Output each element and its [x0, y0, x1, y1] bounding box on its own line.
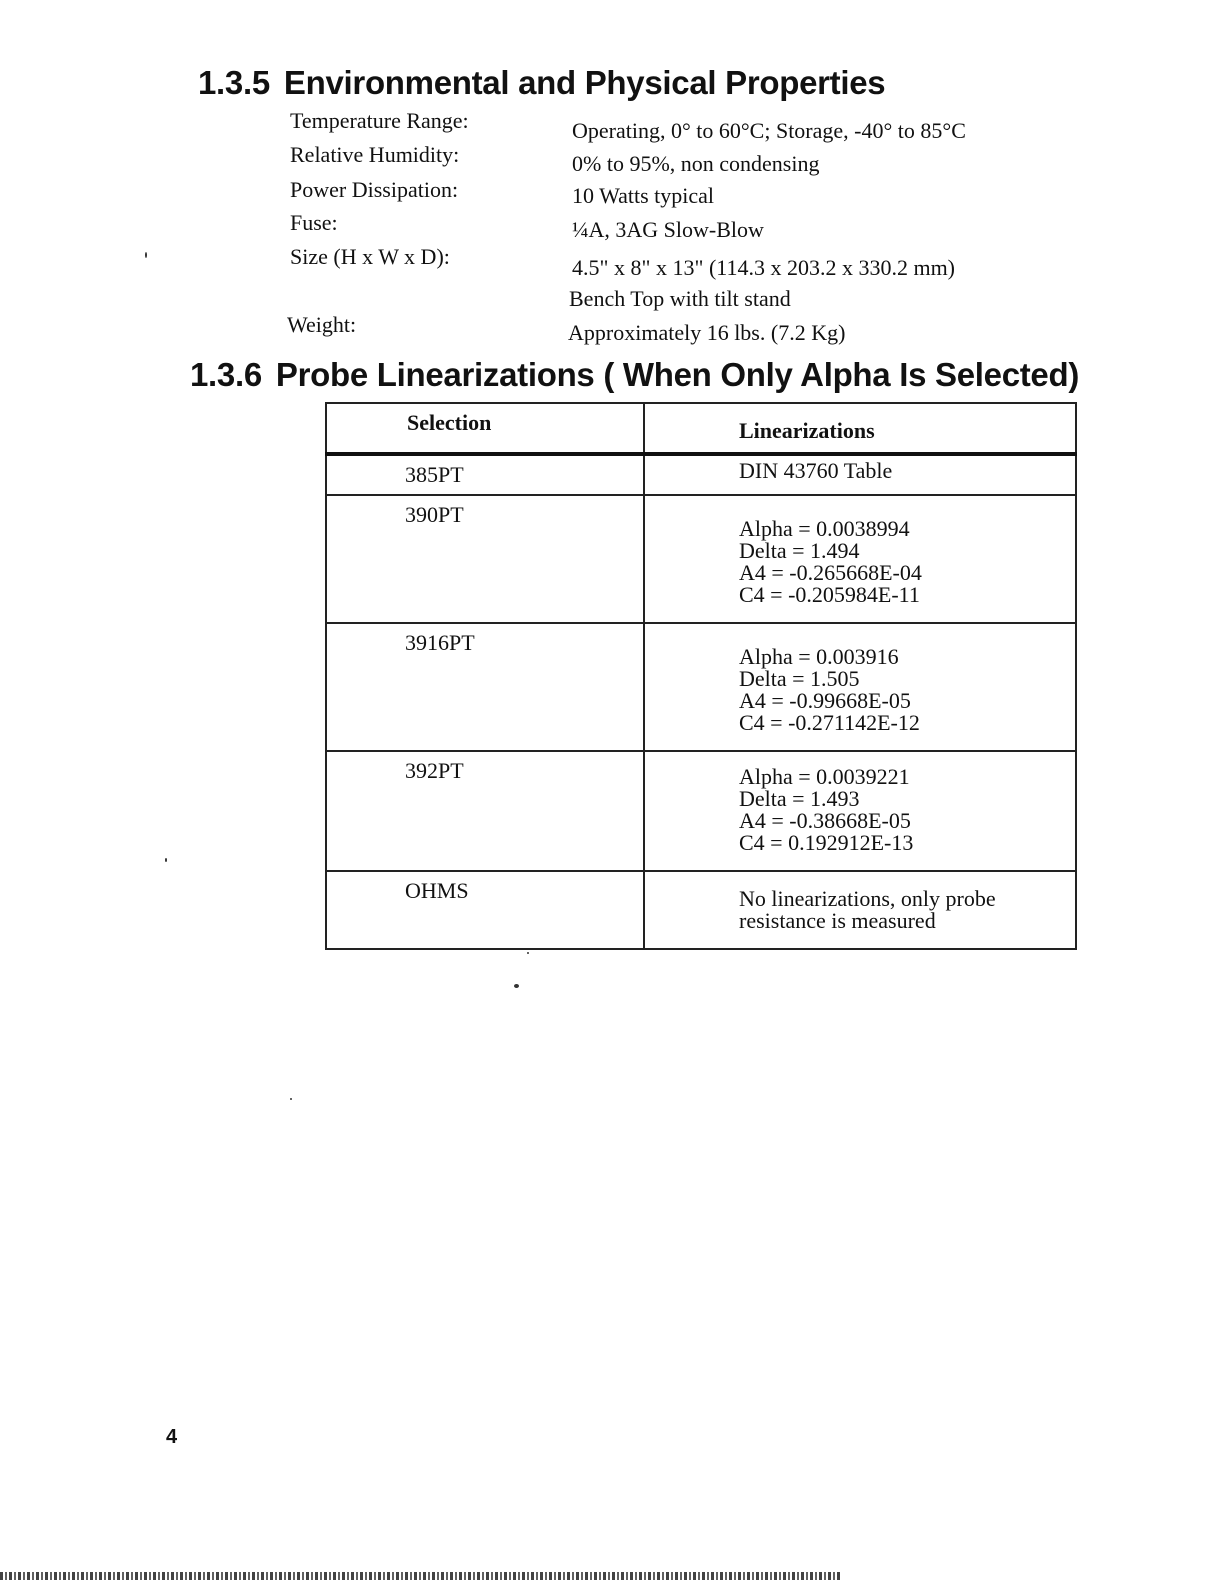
selection-cell: 3916PT: [326, 623, 644, 751]
linearization-line: resistance is measured: [739, 908, 936, 933]
selection-cell: OHMS: [326, 871, 644, 949]
selection-cell: 390PT: [326, 495, 644, 623]
property-label-weight: Weight:: [287, 312, 357, 337]
property-label-size: Size (H x W x D):: [290, 244, 450, 269]
table-row: [326, 623, 1076, 751]
property-value-temperature: Operating, 0° to 60°C; Storage, -40° to 85°C: [572, 118, 966, 143]
linearization-line: Alpha = 0.0039221: [739, 764, 910, 789]
property-value-humidity: 0% to 95%, non condensing: [572, 151, 820, 176]
property-value-mounting: Bench Top with tilt stand: [569, 286, 791, 311]
scan-speck: [165, 858, 167, 862]
linearization-cell: [644, 454, 1076, 495]
page-number: 4: [166, 1426, 178, 1448]
section-title: Probe Linearizations ( When Only Alpha Is Selected): [275, 356, 1080, 393]
table-row: [326, 751, 1076, 871]
linearization-cell: [644, 623, 1076, 751]
linearization-line: Delta = 1.493: [739, 786, 860, 811]
table-row: [326, 495, 1076, 623]
linearization-line: DIN 43760 Table: [739, 458, 893, 483]
table-row: [326, 454, 1076, 495]
property-label-humidity: Relative Humidity:: [290, 142, 460, 167]
column-header-selection: Selection: [326, 403, 644, 454]
property-value-weight: Approximately 16 lbs. (7.2 Kg): [568, 320, 846, 345]
scan-edge-artifact: [0, 1572, 840, 1580]
linearization-line: Alpha = 0.0038994: [739, 516, 910, 541]
probe-linearization-table: [325, 402, 1077, 950]
selection-cell: 385PT: [326, 454, 644, 495]
table-header-row: [326, 403, 1076, 454]
linearization-cell: [644, 871, 1076, 949]
section-title: Environmental and Physical Properties: [283, 64, 886, 101]
property-value-fuse: ¼A, 3AG Slow-Blow: [572, 217, 764, 242]
linearization-line: Delta = 1.494: [739, 538, 860, 563]
property-label-temperature: Temperature Range:: [290, 108, 469, 133]
section-number: 1.3.5: [198, 64, 270, 101]
linearization-line: C4 = -0.205984E-11: [739, 582, 920, 607]
linearization-line: A4 = -0.265668E-04: [739, 560, 922, 585]
linearization-cell: [644, 751, 1076, 871]
linearization-line: C4 = -0.271142E-12: [739, 710, 920, 735]
column-header-linearizations: Linearizations: [644, 403, 1076, 454]
section-heading-environmental: [198, 64, 885, 102]
scan-speck: [145, 252, 147, 258]
linearization-cell: [644, 495, 1076, 623]
section-heading-probe-linearizations: [190, 356, 1079, 394]
linearization-line: A4 = -0.38668E-05: [739, 808, 911, 833]
selection-cell: 392PT: [326, 751, 644, 871]
table-row: [326, 871, 1076, 949]
section-number: 1.3.6: [190, 356, 262, 393]
scan-speck: [527, 952, 529, 954]
linearization-line: C4 = 0.192912E-13: [739, 830, 914, 855]
linearization-line: Alpha = 0.003916: [739, 644, 899, 669]
scan-speck: [514, 984, 519, 988]
linearization-line: A4 = -0.99668E-05: [739, 688, 911, 713]
linearization-line: Delta = 1.505: [739, 666, 860, 691]
scan-speck: [290, 1098, 292, 1100]
property-label-fuse: Fuse:: [290, 210, 338, 235]
property-label-power: Power Dissipation:: [290, 177, 459, 202]
property-value-size: 4.5" x 8" x 13" (114.3 x 203.2 x 330.2 mm): [572, 255, 956, 280]
property-value-power: 10 Watts typical: [572, 183, 715, 208]
linearization-line: No linearizations, only probe: [739, 886, 996, 911]
